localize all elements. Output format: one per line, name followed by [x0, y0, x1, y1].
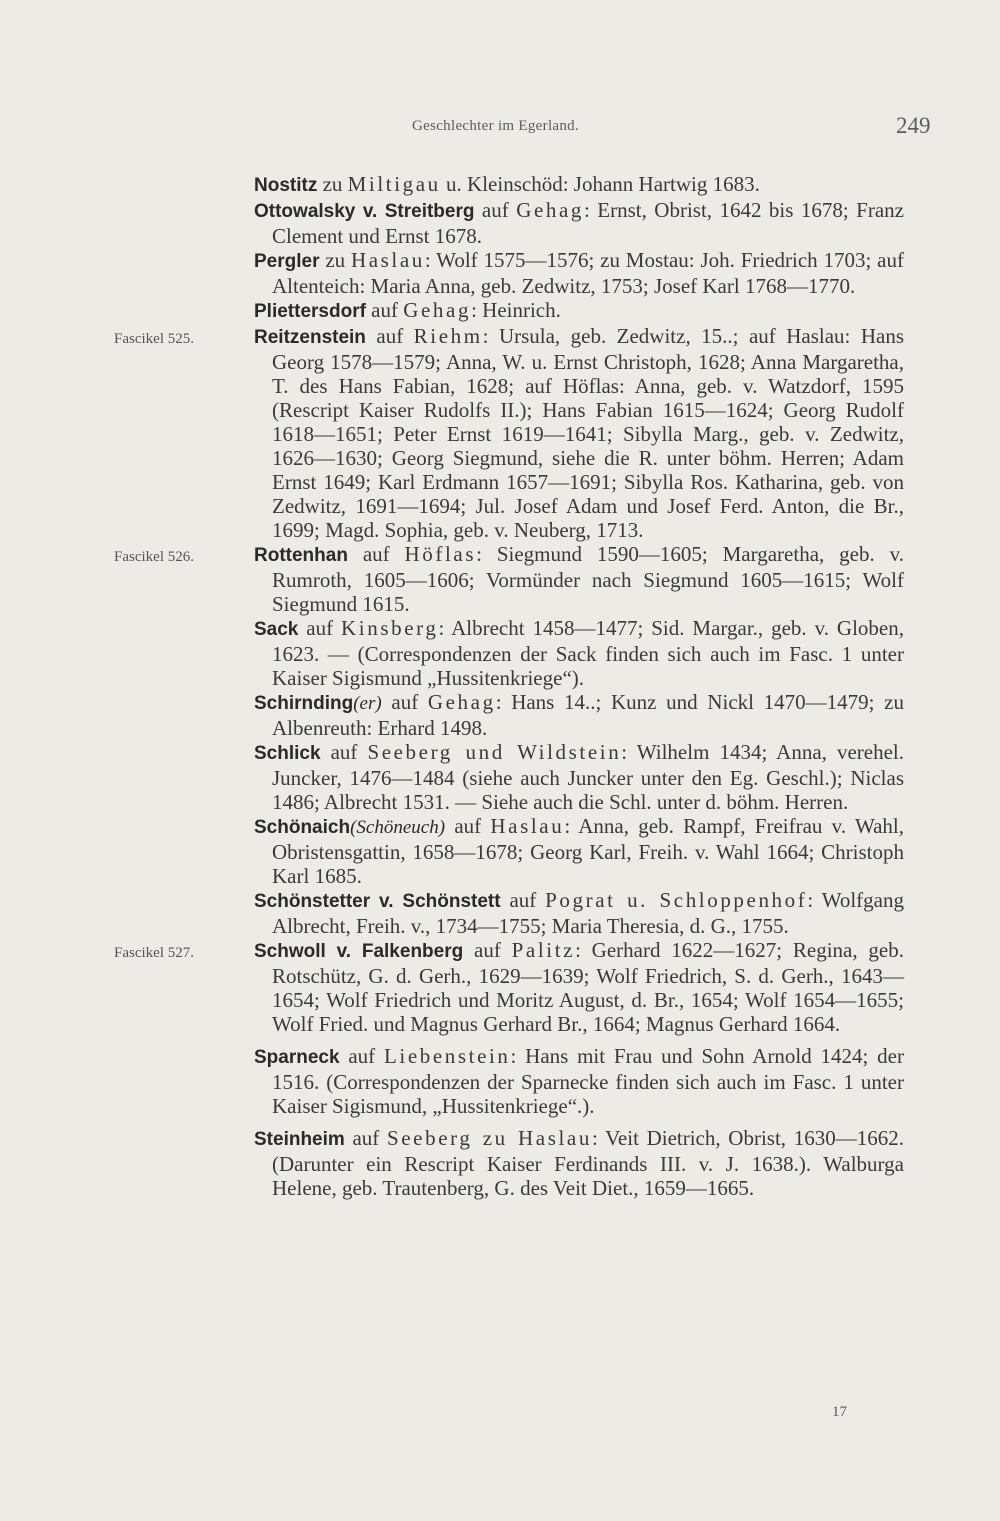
- family-name: [254, 1047, 340, 1068]
- register-entry: [114, 542, 904, 616]
- running-title: Geschlechter im Egerland.: [412, 118, 580, 134]
- family-name: [254, 817, 445, 838]
- family-name-text: Schwoll v. Falkenberg: [254, 941, 464, 962]
- estate-name: Gehag: [403, 298, 472, 322]
- register-entry: [114, 938, 904, 1036]
- family-name-text: Pergler: [254, 251, 320, 272]
- preposition: auf: [463, 938, 512, 962]
- estate-name: Pograt u. Schloppenhof: [545, 888, 808, 912]
- preposition: auf: [474, 198, 517, 222]
- register-entry: [254, 198, 904, 248]
- family-name: [254, 175, 317, 196]
- estate-name: Miltigau: [347, 172, 441, 196]
- register-entry: [254, 888, 904, 938]
- preposition: auf: [500, 888, 546, 912]
- family-name-text: Schönstetter v. Schönstett: [254, 891, 501, 912]
- estate-name: Seeberg und Wildstein: [367, 740, 622, 764]
- register-entry: [254, 172, 904, 198]
- sheet-number: 17: [832, 1404, 847, 1420]
- family-name-text: Steinheim: [254, 1129, 345, 1150]
- preposition: auf: [365, 298, 404, 322]
- register-entry: [254, 740, 904, 814]
- preposition: auf: [320, 740, 368, 764]
- entry-text: : Albrecht 1458—1477; Sid. Margar., geb. v. Globen, 1623. — (Correspondenzen der Sack finden sich auch im Fasc. 1 unter Kaiser Sigismund „Hussitenkriege“).: [272, 616, 904, 690]
- page-number: 249: [896, 113, 931, 138]
- entry-text: : Ursula, geb. Zedwitz, 15..; auf Haslau: Hans Georg 1578—1579; Anna, W. u. Ernst Christoph, 1628; Anna Margaretha, T. des Hans Fabian, 1628; auf Höflas: Anna, geb. v. Watzdorf, 1595 (Rescript Kaiser Rudolfs II.); Hans Fabian 1615—1624; Georg Rudolf 1618—1651; Peter Ernst 1619—1641; Sibylla Marg., geb. v. Zedwitz, 1626—1630; Georg Siegmund, siehe die R. unter böhm. Herren; Adam Ernst 1649; Karl Erdmann 1657—1691; Sibylla Ros. Katharina, geb. von Zedwitz, 1691—1694; Jul. Josef Adam und Josef Ferd. Anton, die Br., 1699; Magd. Sophia, geb. v. Neuberg, 1713.: [272, 324, 904, 542]
- family-name: [254, 743, 321, 764]
- family-name-text: Schönaich: [254, 817, 351, 838]
- register-entry: [254, 814, 904, 888]
- entry-text: : Hans mit Frau und Sohn Arnold 1424; der 1516. (Correspondenzen der Sparnecke finden sich auch im Fasc. 1 unter Kaiser Sigismund, „Hussitenkriege“.).: [272, 1044, 904, 1118]
- preposition: auf: [298, 616, 342, 640]
- register-entry: [254, 1044, 904, 1118]
- entry-text: u. Kleinschöd: Johann Hartwig 1683.: [440, 172, 760, 196]
- entry-text: : Heinrich.: [471, 298, 561, 322]
- family-name: [254, 1129, 345, 1150]
- preposition: auf: [445, 814, 491, 838]
- family-name: [254, 301, 366, 322]
- entry-text: : Ernst, Obrist, 1642 bis 1678; Franz Clement und Ernst 1678.: [272, 198, 904, 248]
- fascikel-label: Fascikel 527.: [114, 945, 194, 961]
- family-name-text: Reitzenstein: [254, 327, 366, 348]
- entry-text: : Wolf 1575—1576; zu Mostau: Joh. Friedrich 1703; auf Altenteich: Maria Anna, geb. Zedwitz, 1753; Josef Karl 1768—1770.: [272, 248, 904, 298]
- estate-name: Riehm: [413, 324, 483, 348]
- family-name-text: Rottenhan: [254, 545, 348, 566]
- family-name-text: Sparneck: [254, 1047, 340, 1068]
- preposition: auf: [347, 542, 405, 566]
- fascikel-label: Fascikel 526.: [114, 549, 194, 565]
- family-name: [254, 693, 382, 714]
- entry-text: : Wolfgang Albrecht, Freih. v., 1734—1755; Maria Theresia, d. G., 1755.: [272, 888, 904, 938]
- family-name-text: Schirnding: [254, 693, 354, 714]
- preposition: zu: [319, 248, 351, 272]
- entry-text: : Wilhelm 1434; Anna, verehel. Juncker, 1476—1484 (siehe auch Juncker unter den Eg. Geschl.); Niclas 1486; Albrecht 1531. — Siehe auch die Schl. unter d. böhm. Herren.: [272, 740, 904, 814]
- entry-text: : Anna, geb. Rampf, Freifrau v. Wahl, Obristensgattin, 1658—1678; Georg Karl, Freih. v. Wahl 1664; Christoph Karl 1685.: [272, 814, 904, 888]
- register-entry: [254, 690, 904, 740]
- estate-name: Liebenstein: [383, 1044, 511, 1068]
- family-name: [254, 545, 348, 566]
- preposition: auf: [344, 1126, 387, 1150]
- family-name-text: Pliettersdorf: [254, 301, 366, 322]
- entry-text: : Siegmund 1590—1605; Margaretha, geb. v. Rumroth, 1605—1606; Vormünder nach Siegmund 1605—1615; Wolf Siegmund 1615.: [272, 542, 904, 616]
- entry-text: : Hans 14..; Kunz und Nickl 1470—1479; zu Albenreuth: Erhard 1498.: [272, 690, 904, 740]
- entry-text: : Veit Dietrich, Obrist, 1630—1662. (Darunter ein Rescript Kaiser Ferdinands III. v. J. 1638.). Walburga Helene, geb. Trautenberg, G. des Veit Diet., 1659—1665.: [272, 1126, 904, 1200]
- entries-list: [114, 172, 904, 1200]
- family-name-variant: (Schöneuch): [350, 817, 446, 838]
- family-name-text: Schlick: [254, 743, 321, 764]
- family-name-text: Sack: [254, 619, 299, 640]
- family-name-variant: (er): [353, 693, 382, 714]
- register-entry: [254, 616, 904, 690]
- family-name: [254, 327, 366, 348]
- family-name: [254, 941, 463, 962]
- estate-name: Kinsberg: [341, 616, 439, 640]
- estate-name: Gehag: [516, 198, 584, 222]
- family-name: [254, 891, 501, 912]
- preposition: auf: [381, 690, 428, 714]
- estate-name: Seeberg zu Haslau: [386, 1126, 592, 1150]
- preposition: zu: [317, 172, 348, 196]
- family-name: [254, 619, 298, 640]
- register-entry: [114, 324, 904, 542]
- family-name-text: Ottowalsky v. Streitberg: [254, 201, 475, 222]
- estate-name: Palitz: [511, 938, 576, 962]
- estate-name: Haslau: [490, 814, 565, 838]
- fascikel-label: Fascikel 525.: [114, 331, 194, 347]
- family-name: [254, 251, 319, 272]
- register-entry: [254, 298, 904, 324]
- entry-text: : Gerhard 1622—1627; Regina, geb. Rotschütz, G. d. Gerh., 1629—1639; Wolf Friedrich, S. d. Gerh., 1643—1654; Wolf Friedrich und Moritz August, d. Br., 1654; Wolf 1654—1655; Wolf Fried. und Magnus Gerhard Br., 1664; Magnus Gerhard 1664.: [272, 938, 904, 1036]
- register-entry: [254, 1126, 904, 1200]
- estate-name: Haslau: [350, 248, 425, 272]
- estate-name: Gehag: [427, 690, 496, 714]
- estate-name: Höflas: [404, 542, 477, 566]
- preposition: auf: [339, 1044, 384, 1068]
- family-name-text: Nostitz: [254, 175, 318, 196]
- preposition: auf: [365, 324, 414, 348]
- register-entry: [254, 248, 904, 298]
- family-name: [254, 201, 474, 222]
